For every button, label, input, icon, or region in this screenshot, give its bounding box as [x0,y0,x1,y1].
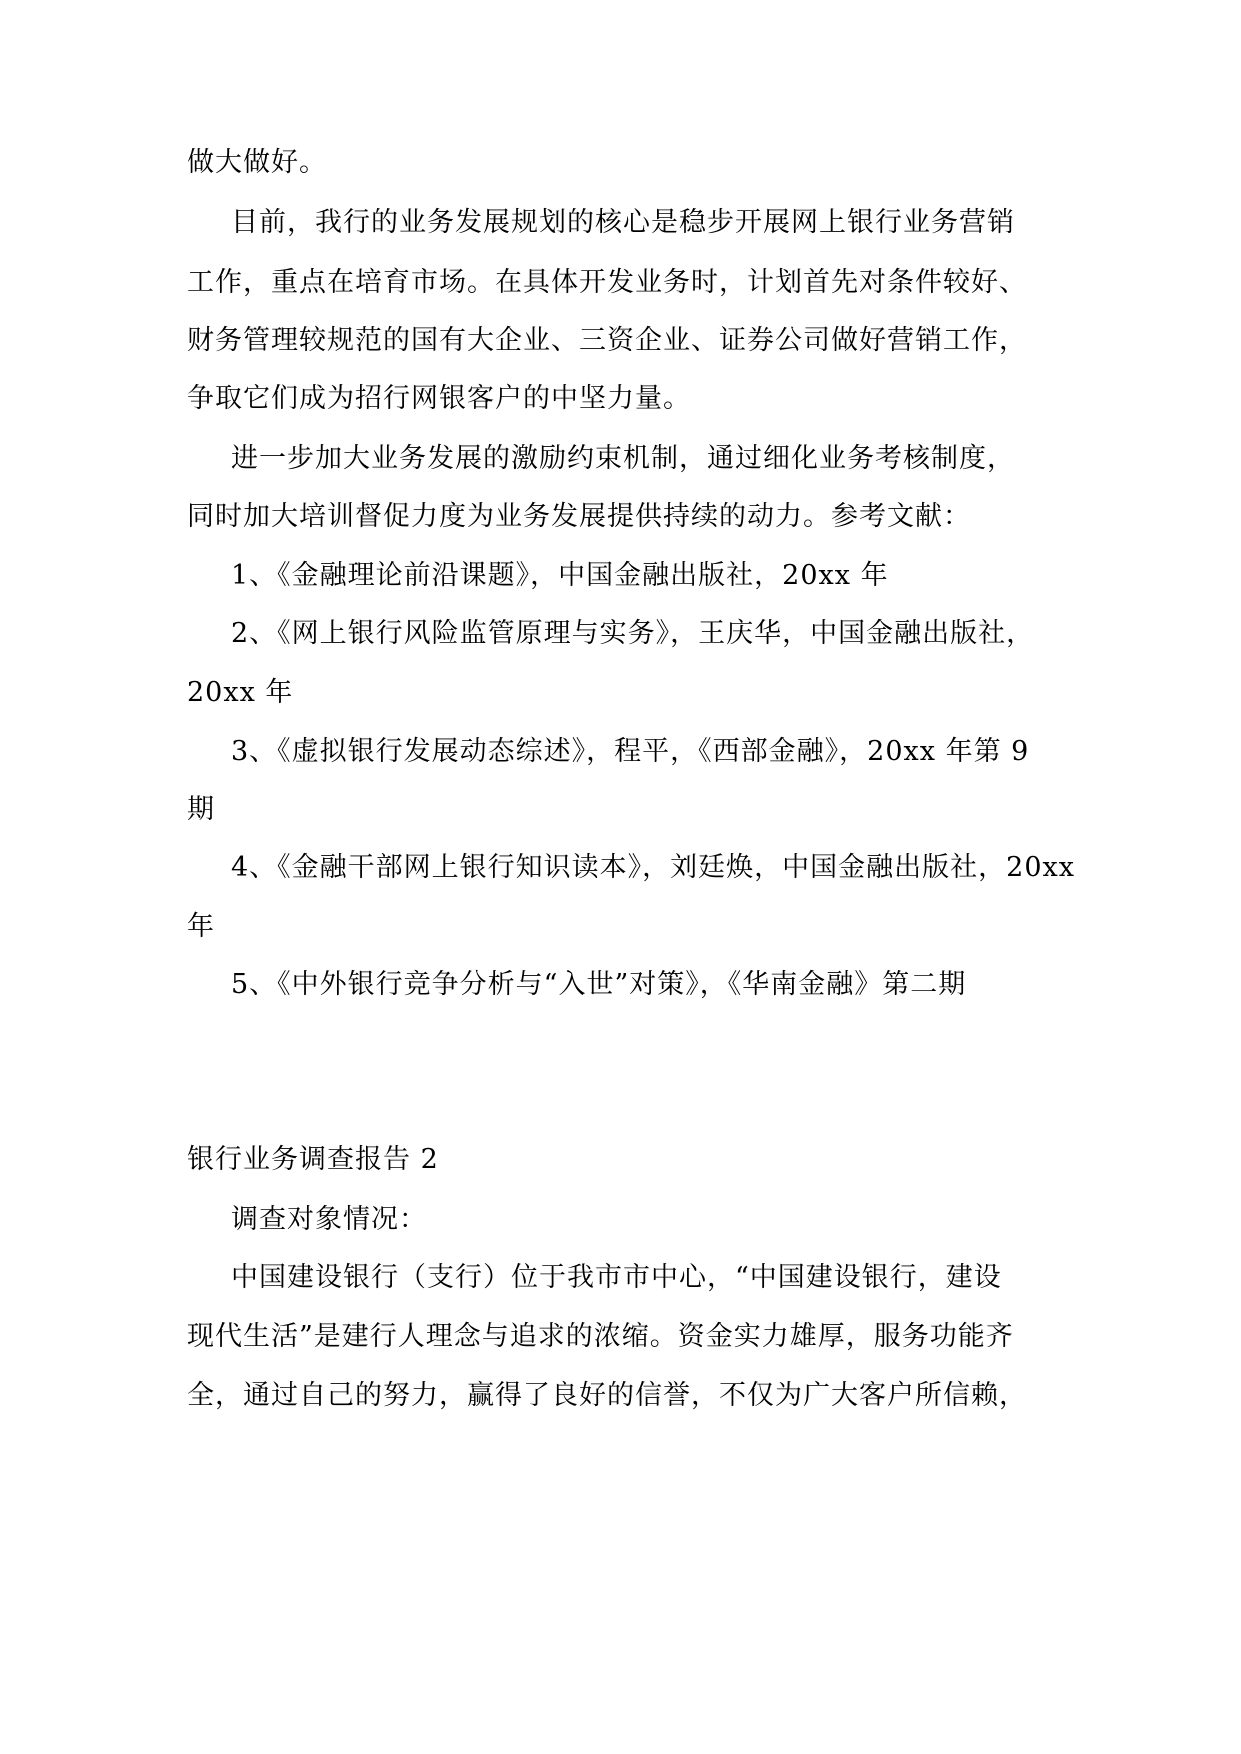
plan-paragraph-line: 目前，我行的业务发展规划的核心是稳步开展网上银行业务营销 [231,207,1015,238]
intro-paragraph-line: 全，通过自己的努力，赢得了良好的信誉，不仅为广大客户所信赖， [187,1380,1027,1411]
intro-paragraph-line: 中国建设银行（支行）位于我市市中心，“中国建设银行，建设 [231,1262,1002,1293]
continuation-line: 做大做好。 [187,147,327,178]
section-subheading: 调查对象情况： [231,1204,427,1235]
reference-item-5: 5、《中外银行竞争分析与“入世”对策》，《华南金融》第二期 [231,969,967,1000]
section-title: 银行业务调查报告 2 [187,1144,439,1175]
reference-item-3: 3、《虚拟银行发展动态综述》，程平，《西部金融》，20xx 年第 9 [231,736,1030,767]
incentive-paragraph-line: 进一步加大业务发展的激励约束机制，通过细化业务考核制度， [231,443,1015,474]
incentive-paragraph-line: 同时加大培训督促力度为业务发展提供持续的动力。参考文献： [187,501,971,532]
reference-item-1: 1、《金融理论前沿课题》，中国金融出版社，20xx 年 [231,560,889,591]
plan-paragraph-line: 工作，重点在培育市场。在具体开发业务时，计划首先对条件较好、 [187,267,1027,298]
plan-paragraph-line: 争取它们成为招行网银客户的中坚力量。 [187,383,691,414]
reference-item-3-continuation: 期 [187,794,215,825]
reference-item-2-continuation: 20xx 年 [187,677,294,708]
reference-item-4-continuation: 年 [187,911,215,942]
plan-paragraph-line: 财务管理较规范的国有大企业、三资企业、证券公司做好营销工作， [187,325,1027,356]
intro-paragraph-line: 现代生活”是建行人理念与追求的浓缩。资金实力雄厚，服务功能齐 [187,1321,1014,1352]
reference-item-2: 2、《网上银行风险监管原理与实务》，王庆华，中国金融出版社， [231,618,1035,649]
reference-item-4: 4、《金融干部网上银行知识读本》，刘廷焕，中国金融出版社，20xx [231,852,1075,883]
